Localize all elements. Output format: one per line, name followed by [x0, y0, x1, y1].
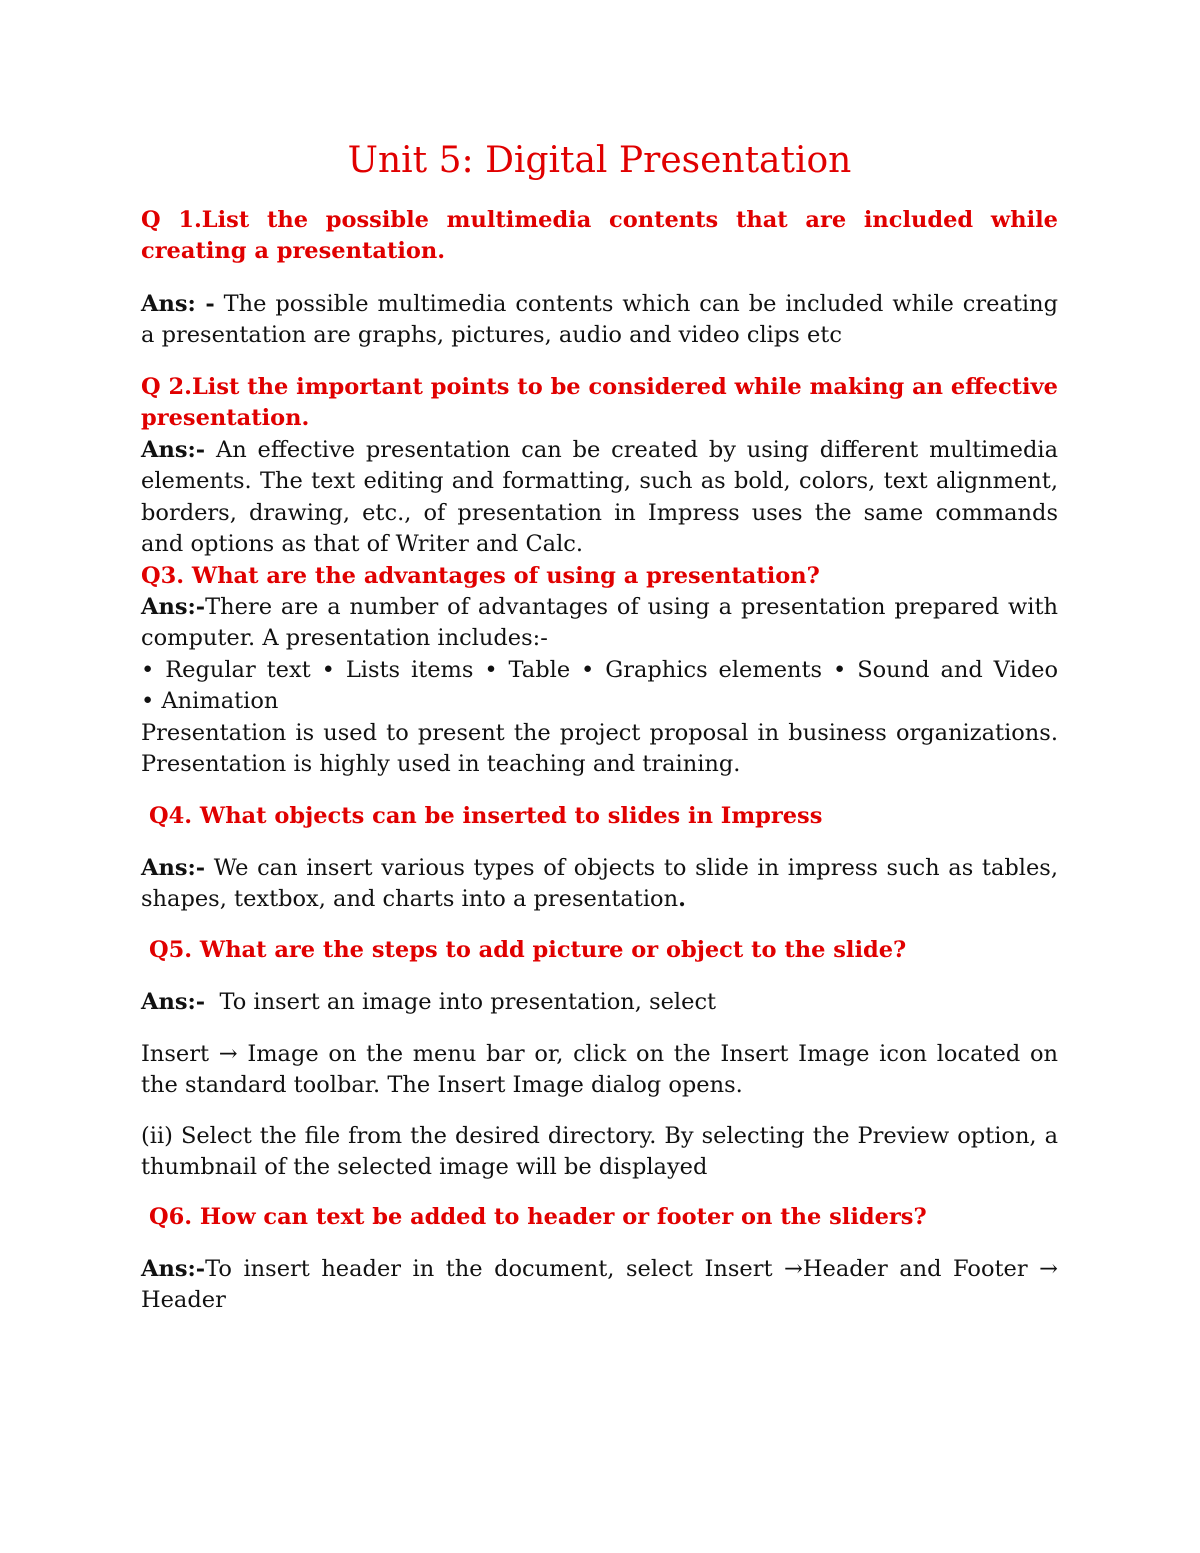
answer-text: To insert an image into presentation, select: [205, 989, 717, 1015]
answer-end: .: [678, 886, 686, 913]
question-5: Q5. What are the steps to add picture or object to the slide?: [149, 937, 907, 963]
question-3: Q3. What are the advantages of using a presentation?: [141, 563, 820, 589]
answer-4: [141, 853, 1058, 916]
answer-text: The possible multimedia contents which can be included while creating a presentation are graphs, pictures, audio and video clips etc: [141, 291, 1058, 349]
question-6: Q6. How can text be added to header or footer on the sliders?: [149, 1204, 927, 1230]
answer-text: To insert header in the document, select Insert →Header and Footer → Header: [141, 1256, 1058, 1314]
answer-5: [141, 987, 1058, 1018]
answer-6: [141, 1254, 1058, 1317]
answer-text: There are a number of advantages of using a presentation prepared with computer. A presentation includes:-: [141, 594, 1058, 652]
answer-label: Ans:-: [141, 989, 206, 1015]
answer-3-extra: Presentation is used to present the project proposal in business organizations. Presentation is highly used in teaching and training.: [141, 720, 1058, 778]
answer-label: Ans:-: [141, 437, 206, 463]
question-4: Q4. What objects can be inserted to slides in Impress: [149, 803, 823, 829]
answer-label: Ans:-: [141, 594, 206, 620]
answer-label: Ans:-: [141, 1256, 206, 1282]
answer-5-step-2: (ii) Select the file from the desired directory. By selecting the Preview option, a thumbnail of the selected image will be displayed: [141, 1123, 1058, 1181]
answer-label: Ans: -: [141, 291, 215, 317]
bullet-list-line-1: • Regular text • Lists items • Table • Graphics elements • Sound and Video: [141, 657, 1058, 683]
bullet-list-line-2: • Animation: [141, 688, 279, 714]
answer-text: We can insert various types of objects to slide in impress such as tables, shapes, textbox, and charts into a presentation: [141, 855, 1058, 913]
answer-5-step-1: Insert → Image on the menu bar or, click on the Insert Image icon located on the standard toolbar. The Insert Image dialog opens.: [141, 1041, 1058, 1099]
answer-2: [141, 435, 1058, 560]
answer-text: An effective presentation can be created by using different multimedia elements. The text editing and formatting, such as bold, colors, text alignment, borders, drawing, etc., of presentation in Impress uses the same commands and options as that of Writer and Calc.: [141, 437, 1058, 557]
question-1: Q 1.List the possible multimedia contents that are included while creating a presentation.: [141, 207, 1058, 265]
answer-label: Ans:-: [141, 855, 206, 881]
question-2: Q 2.List the important points to be considered while making an effective presentation.: [141, 374, 1058, 432]
answer-3: [141, 592, 1058, 655]
answer-1: [141, 289, 1058, 352]
page-title: Unit 5: Digital Presentation: [347, 140, 852, 181]
